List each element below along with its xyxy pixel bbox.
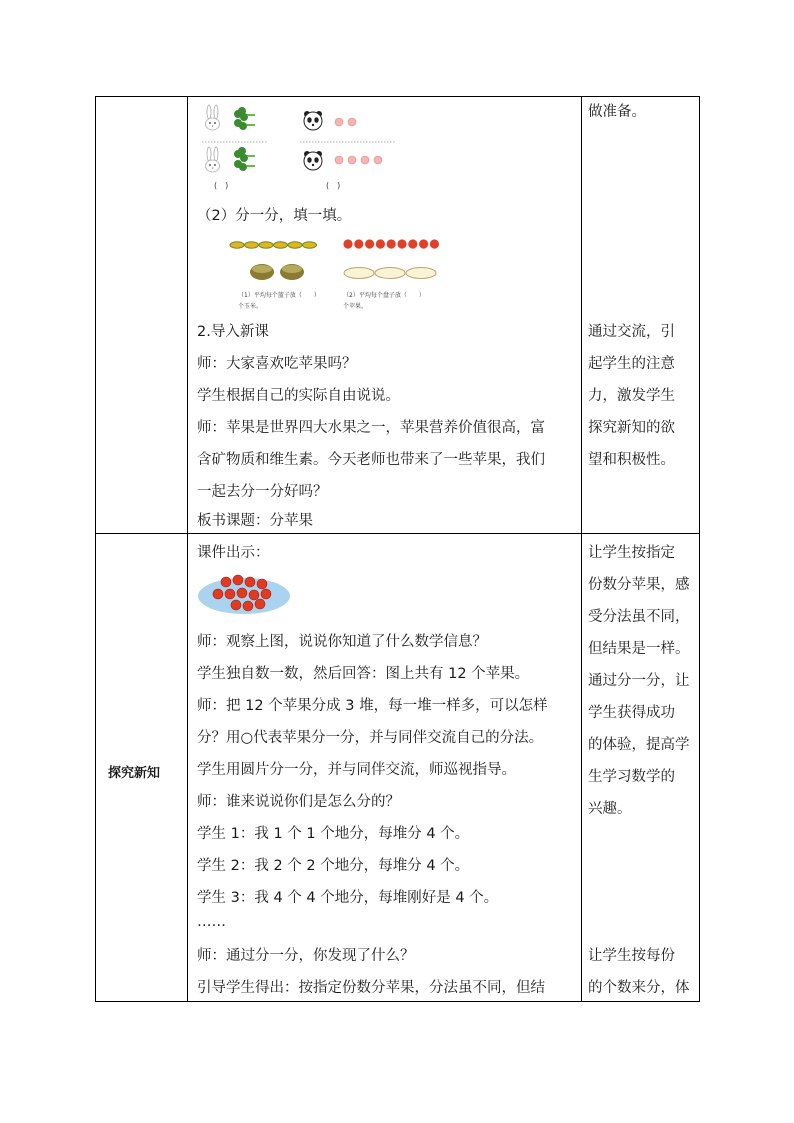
text-line: 一起去分一分好吗？ (197, 484, 328, 500)
text-line: 学生 1：我 1 个 1 个地分，每堆分 4 个。 (197, 826, 470, 842)
apple-icon (376, 239, 385, 248)
peach-icon (335, 118, 356, 126)
text-line: 分？用○代表苹果分一分，并与同伴交流自己的分法。 (197, 730, 544, 746)
corn-icon (274, 242, 288, 248)
text-line: 师：苹果是世界四大水果之一，苹果营养价值很高，富 (197, 420, 545, 436)
vegetable-icon (234, 107, 255, 130)
text-line: 引导学生得出：按指定份数分苹果，分法虽不同，但结 (197, 980, 545, 996)
row-divider (96, 533, 699, 534)
apple-icon (221, 577, 231, 587)
note-line: 生学习数学的 (588, 769, 675, 785)
corn-icon (230, 242, 244, 248)
text-line: 学生根据自己的实际自由说说。 (197, 388, 400, 404)
section-label: 探究新知 (108, 766, 161, 781)
text-line: 2.导入新课 (197, 324, 269, 340)
note-line: 探究新知的欲 (588, 420, 675, 436)
text-line: 师：通过分一分，你发现了什么？ (197, 948, 415, 964)
caption2-line1: （2）平均每个盘子放（ ） (343, 292, 425, 299)
column-divider-1 (187, 97, 188, 1001)
basket-icon (280, 264, 304, 280)
apple-icon (255, 599, 265, 609)
caption1-line2: 个玉米。 (238, 303, 263, 310)
column-divider-2 (581, 97, 582, 1001)
text-line: 学生 2：我 2 个 2 个地分，每堆分 4 个。 (197, 858, 470, 874)
apple-icon (249, 590, 259, 600)
apple-icon (419, 239, 428, 248)
apple-icon (430, 239, 439, 248)
text-line: 师：把 12 个苹果分成 3 堆，每一堆一样多，可以怎样 (197, 698, 548, 714)
note-line: 让学生按指定 (588, 545, 675, 561)
text-line: 课件出示： (197, 545, 270, 561)
corn-icon (259, 242, 273, 248)
text-line: 学生 3：我 4 个 4 个地分，每堆刚好是 4 个。 (197, 890, 499, 906)
corn-and-apples-illustration (196, 232, 456, 292)
note-line: 受分法虽不同， (588, 609, 690, 625)
panda-icon (304, 151, 322, 170)
plate-icon (375, 268, 405, 279)
apple-icon (354, 239, 363, 248)
apple-icon (233, 575, 243, 585)
note-line: 通过分一分，让 (588, 673, 690, 689)
blank-a: ( ) (214, 181, 229, 190)
note-line: 份数分苹果，感 (588, 577, 690, 593)
text-line: 学生独自数一数，然后回答：图上共有 12 个苹果。 (197, 666, 530, 682)
text-line: 师：谁来说说你们是怎么分的？ (197, 794, 400, 810)
note-line: 的体验，提高学 (588, 737, 690, 753)
note-line: 望和积极性。 (588, 452, 675, 468)
text-line: 师：大家喜欢吃苹果吗？ (197, 356, 357, 372)
text-line: 含矿物质和维生素。今天老师也带来了一些苹果，我们 (197, 452, 545, 468)
apple-icon (257, 579, 267, 589)
apple-icon (213, 589, 223, 599)
twelve-apples-illustration (196, 572, 296, 622)
apple-icon (365, 239, 374, 248)
text-line: …… (197, 914, 226, 930)
basket-icon (250, 264, 274, 280)
rabbit-icon (206, 105, 220, 130)
apple-icon (343, 239, 352, 248)
note-line: 学生获得成功 (588, 705, 675, 721)
note-line: 起学生的注意 (588, 356, 675, 372)
vegetable-icon (234, 147, 255, 171)
panda-icon (304, 111, 322, 130)
apple-group (343, 239, 439, 248)
blank-b: ( ) (326, 181, 341, 190)
apple-icon (261, 589, 271, 599)
caption2-line2: 个苹果。 (343, 303, 368, 310)
note-line: 但结果是一样。 (588, 641, 690, 657)
corn-icon (245, 242, 259, 248)
rabbit-icon (206, 147, 220, 172)
corn-icon (303, 242, 317, 248)
plate-icon (406, 268, 436, 279)
note-line: 力，激发学生 (588, 388, 675, 404)
apple-icon (243, 601, 253, 611)
apple-icon (237, 588, 247, 598)
text-line: 板书课题：分苹果 (197, 513, 313, 529)
corn-icon (288, 242, 302, 248)
caption1-line1: （1）平均每个篮子放（ ） (238, 292, 320, 299)
text-line: 学生用圆片分一分，并与同伴交流，师巡视指导。 (197, 762, 516, 778)
plate-icon (344, 268, 374, 279)
corn-group (230, 242, 317, 248)
apple-icon (408, 239, 417, 248)
task2-text: （2）分一分，填一填。 (197, 208, 352, 224)
note-line: 兴趣。 (588, 801, 632, 817)
apple-icon (225, 589, 235, 599)
apple-icon (387, 239, 396, 248)
note-line: 做准备。 (588, 104, 646, 120)
apple-icon (397, 239, 406, 248)
note-line: 让学生按每份 (588, 948, 675, 964)
share-exercise-illustration (196, 102, 436, 194)
peach-icon (335, 156, 382, 164)
note-line: 通过交流，引 (588, 324, 675, 340)
text-line: 师：观察上图，说说你知道了什么数学信息？ (197, 634, 487, 650)
apple-icon (231, 600, 241, 610)
note-line: 的个数来分，体 (588, 980, 690, 996)
apple-icon (245, 577, 255, 587)
